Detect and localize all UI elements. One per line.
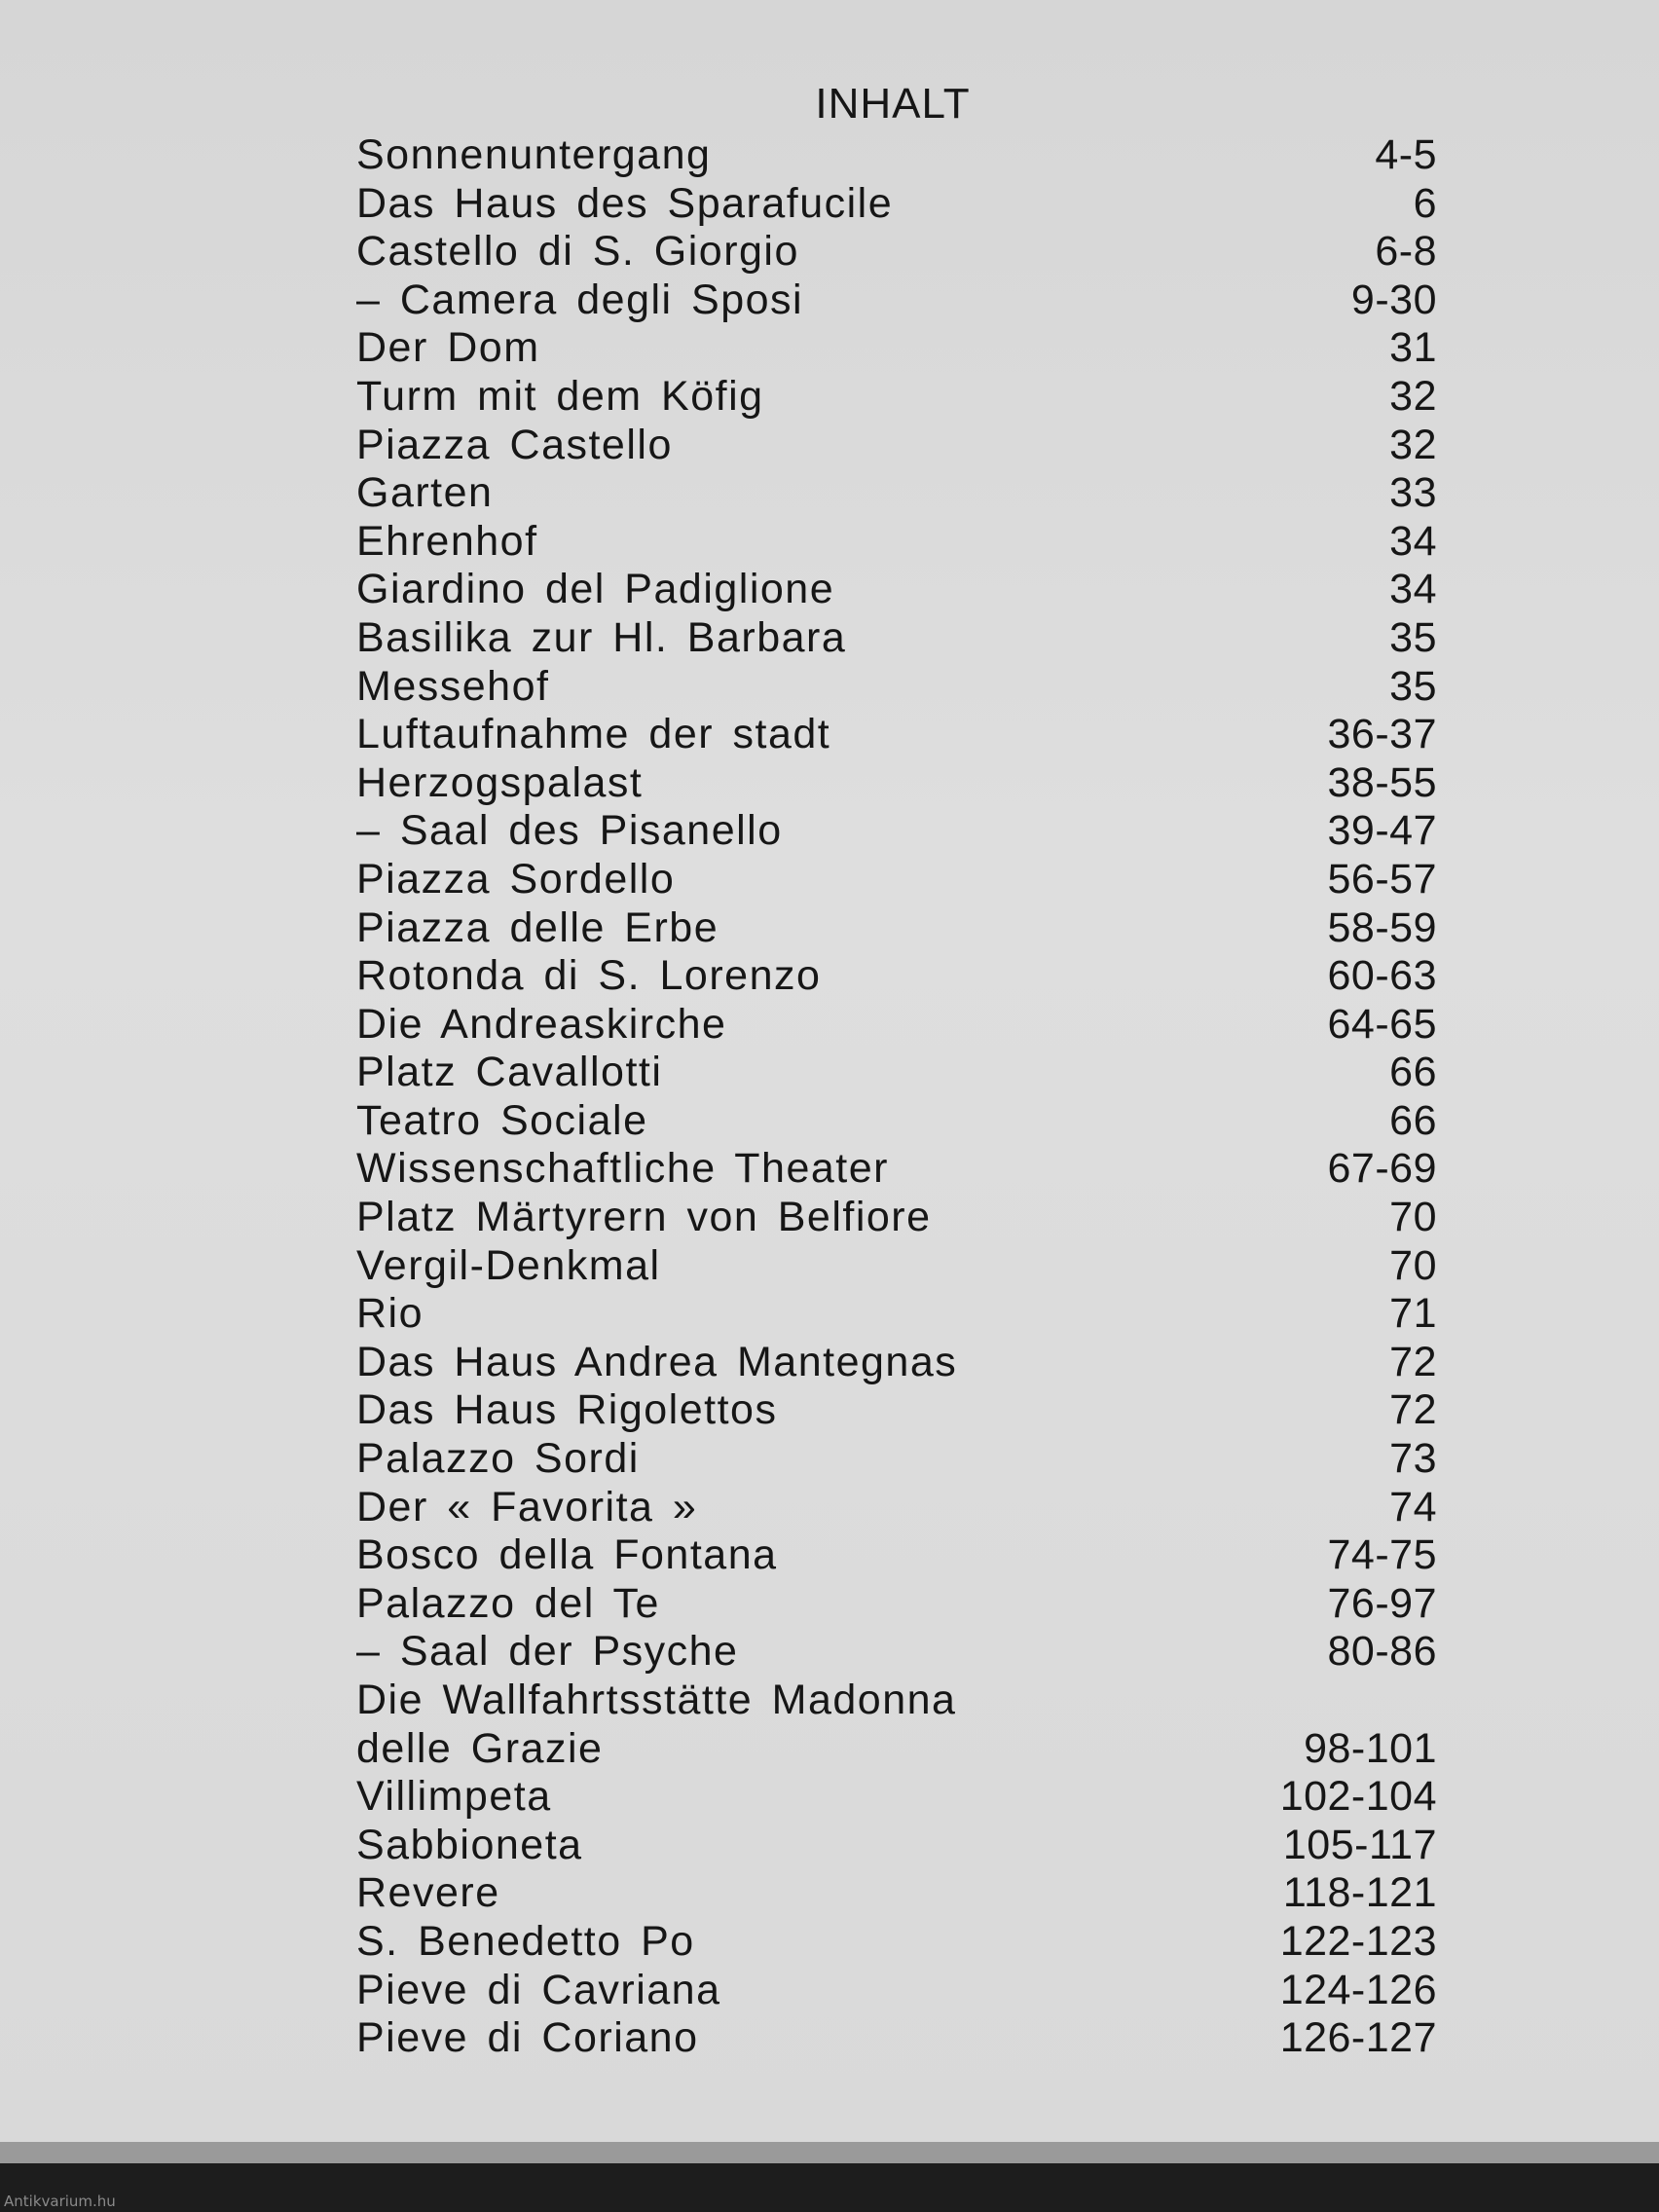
- toc-entry-label: Piazza Castello: [356, 421, 673, 468]
- toc-entry-pages: 34: [1389, 517, 1437, 565]
- toc-entry-label: Piazza Sordello: [356, 855, 676, 903]
- toc-entry-pages: 73: [1389, 1435, 1437, 1483]
- toc-entry-label: Palazzo del Te: [356, 1579, 660, 1627]
- toc-entry-pages: 70: [1389, 1241, 1437, 1289]
- toc-entry: [356, 711, 1437, 759]
- toc-entry-pages: 98-101: [1304, 1724, 1437, 1772]
- toc-entry-label: Piazza delle Erbe: [356, 903, 719, 951]
- toc-entry-pages: 105-117: [1282, 1821, 1437, 1868]
- toc-entry: [356, 228, 1437, 276]
- toc-entry-label: Rio: [356, 1290, 424, 1338]
- toc-entry: [356, 469, 1437, 518]
- toc-entry-pages: 67-69: [1327, 1145, 1437, 1193]
- toc-entry-pages: 60-63: [1327, 952, 1437, 1000]
- toc-entry-label: Bosco della Fontana: [356, 1531, 778, 1579]
- toc-entry-label: – Saal des Pisanello: [356, 807, 783, 855]
- toc-entry: [356, 1628, 1437, 1677]
- toc-entry: [356, 518, 1437, 567]
- toc-entry-pages: 4-5: [1375, 131, 1437, 178]
- toc-entry-label: Basilika zur Hl. Barbara: [356, 613, 847, 661]
- toc-entry-label: Turm mit dem Köfig: [356, 372, 764, 420]
- toc-entry-pages: 31: [1389, 324, 1437, 372]
- toc-entry-pages: 126-127: [1279, 2014, 1437, 2062]
- toc-entry-pages: 9-30: [1350, 276, 1437, 323]
- toc-entry-label: S. Benedetto Po: [356, 1917, 695, 1965]
- toc-entry-pages: 66: [1389, 1049, 1437, 1096]
- toc-entry: [356, 1773, 1437, 1822]
- toc-entry: [356, 663, 1437, 712]
- toc-entry-label: Luftaufnahme der stadt: [356, 711, 831, 758]
- toc-entry-label: Castello di S. Giorgio: [356, 228, 799, 276]
- toc-entry: [356, 952, 1437, 1001]
- toc-entry-pages: 38-55: [1327, 758, 1437, 806]
- toc-entry-pages: 124-126: [1279, 1966, 1437, 2013]
- toc-entry-pages: 74-75: [1327, 1531, 1437, 1579]
- toc-entry-pages: 35: [1389, 613, 1437, 661]
- toc-entry-pages: 35: [1389, 662, 1437, 710]
- toc-entry-label: Pieve di Cavriana: [356, 1966, 721, 2013]
- toc-entry-label: Das Haus Andrea Mantegnas: [356, 1338, 958, 1385]
- toc-entry-label: Die Andreaskirche: [356, 1000, 727, 1048]
- toc-entry: [356, 1531, 1437, 1580]
- toc-entry-label: Revere: [356, 1869, 500, 1917]
- toc-entry-pages: 102-104: [1279, 1773, 1437, 1821]
- toc-entry: [356, 1484, 1437, 1532]
- table-of-contents: [356, 131, 1437, 2063]
- toc-entry-label: Ehrenhof: [356, 517, 538, 565]
- toc-entry-label: – Saal der Psyche: [356, 1628, 739, 1676]
- toc-entry: [356, 1339, 1437, 1387]
- toc-entry-pages: 118-121: [1282, 1869, 1437, 1917]
- toc-entry: [356, 1580, 1437, 1629]
- toc-entry-label: Messehof: [356, 662, 550, 710]
- page-title: INHALT: [815, 80, 971, 128]
- toc-entry: [356, 180, 1437, 229]
- page-edge-band: [0, 2142, 1659, 2163]
- toc-entry: [356, 904, 1437, 953]
- toc-entry-label: Der Dom: [356, 324, 540, 372]
- toc-entry-label: Rotonda di S. Lorenzo: [356, 952, 822, 1000]
- toc-entry-pages: 72: [1389, 1386, 1437, 1434]
- toc-entry: [356, 1097, 1437, 1146]
- toc-entry: [356, 1242, 1437, 1291]
- toc-entry-pages: 34: [1389, 566, 1437, 613]
- toc-entry-pages: 32: [1389, 372, 1437, 420]
- toc-entry-pages: 32: [1389, 421, 1437, 468]
- toc-entry: [356, 614, 1437, 663]
- toc-entry-label: Platz Cavallotti: [356, 1049, 663, 1096]
- toc-entry: [356, 1869, 1437, 1918]
- toc-entry-pages: 76-97: [1327, 1579, 1437, 1627]
- toc-entry-label: Villimpeta: [356, 1773, 552, 1821]
- toc-entry: [356, 1386, 1437, 1435]
- toc-entry-pages: 66: [1389, 1096, 1437, 1144]
- toc-entry: [356, 566, 1437, 614]
- toc-entry: [356, 1001, 1437, 1050]
- toc-entry: [356, 856, 1437, 904]
- toc-entry: [356, 276, 1437, 325]
- toc-entry-pages: 58-59: [1327, 903, 1437, 951]
- toc-entry: [356, 373, 1437, 422]
- toc-entry-pages: 122-123: [1279, 1917, 1437, 1965]
- toc-entry-label-continued: delle Grazie: [356, 1724, 604, 1772]
- toc-entry: [356, 1918, 1437, 1967]
- toc-entry: [356, 1049, 1437, 1097]
- toc-entry: [356, 131, 1437, 180]
- toc-entry-pages: 33: [1389, 469, 1437, 517]
- toc-entry: [356, 324, 1437, 373]
- toc-entry-label: Der « Favorita »: [356, 1483, 698, 1530]
- toc-entry-pages: 56-57: [1327, 855, 1437, 903]
- toc-entry-pages: 74: [1389, 1483, 1437, 1530]
- toc-entry-label: Wissenschaftliche Theater: [356, 1145, 889, 1193]
- toc-entry-label: Palazzo Sordi: [356, 1435, 640, 1483]
- toc-entry-label: Garten: [356, 469, 494, 517]
- toc-entry: [356, 1194, 1437, 1242]
- toc-entry-pages: 36-37: [1327, 711, 1437, 758]
- toc-entry-label: Herzogspalast: [356, 758, 644, 806]
- toc-entry: [356, 807, 1437, 856]
- toc-entry: [356, 1145, 1437, 1194]
- toc-entry: [356, 1677, 1437, 1773]
- toc-entry-pages: 39-47: [1327, 807, 1437, 855]
- toc-entry-label: Teatro Sociale: [356, 1096, 648, 1144]
- toc-entry-label: Platz Märtyrern von Belfiore: [356, 1194, 932, 1241]
- toc-entry-label: Das Haus Rigolettos: [356, 1386, 778, 1434]
- toc-entry-label: – Camera degli Sposi: [356, 276, 804, 323]
- toc-entry-pages: 80-86: [1327, 1628, 1437, 1676]
- toc-entry: [356, 2014, 1437, 2063]
- toc-entry-pages: 6: [1413, 179, 1437, 227]
- toc-entry: [356, 1435, 1437, 1484]
- toc-entry-pages: 71: [1389, 1290, 1437, 1338]
- toc-entry-pages: 72: [1389, 1338, 1437, 1385]
- toc-entry-label: Sonnenuntergang: [356, 131, 712, 178]
- toc-entry-pages: 64-65: [1327, 1000, 1437, 1048]
- watermark: Antikvarium.hu: [4, 2193, 116, 2210]
- toc-entry-label: Das Haus des Sparafucile: [356, 179, 894, 227]
- toc-entry: [356, 422, 1437, 470]
- toc-entry: [356, 1822, 1437, 1870]
- toc-entry-label: Giardino del Padiglione: [356, 566, 835, 613]
- toc-entry: [356, 1967, 1437, 2015]
- toc-entry-label: Pieve di Coriano: [356, 2014, 699, 2062]
- toc-entry-pages: 70: [1389, 1194, 1437, 1241]
- toc-entry-label: Sabbioneta: [356, 1821, 583, 1868]
- toc-entry-label: Die Wallfahrtsstätte Madonna: [356, 1677, 957, 1723]
- toc-entry-pages: 6-8: [1375, 228, 1437, 276]
- toc-entry: [356, 1290, 1437, 1339]
- toc-entry-label: Vergil-Denkmal: [356, 1241, 661, 1289]
- toc-entry: [356, 759, 1437, 808]
